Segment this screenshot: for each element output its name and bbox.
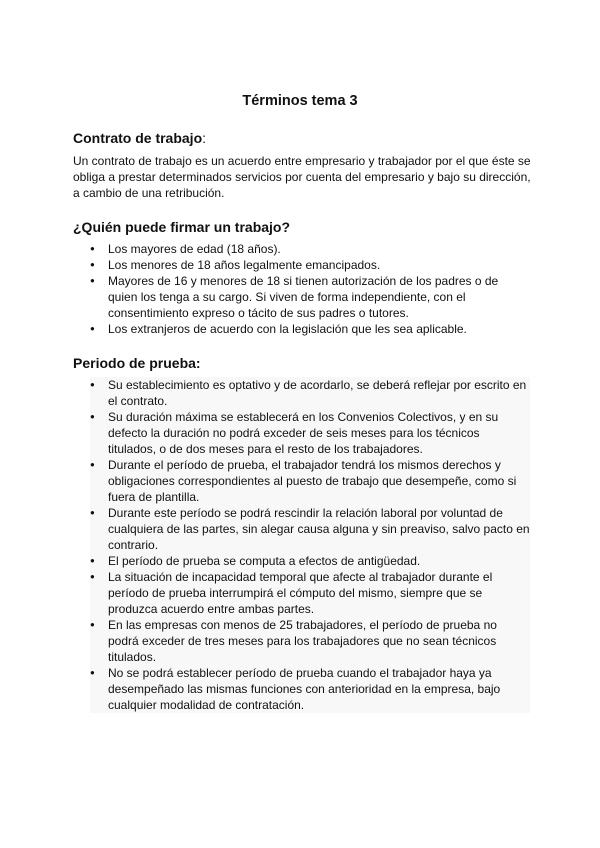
list-item: ● Su duración máxima se establecerá en los Convenios Colectivos, y en su defecto la duración no podrá exceder de seis meses para los técnicos titulados, o de dos meses para el resto de los trabajadores. xyxy=(90,409,530,457)
list-item: ● Durante este período se podrá rescindir la relación laboral por voluntad de cualquiera de las partes, sin alegar causa alguna y sin preaviso, salvo pacto en contrario. xyxy=(90,505,530,553)
list-item: ● Mayores de 16 y menores de 18 si tienen autorización de los padres o de quien los tenga a su cargo. Si viven de forma independiente, con el consentimiento expreso o tácito de sus padres o tutores. xyxy=(90,273,530,321)
quien-puede-firmar-list xyxy=(90,241,530,337)
list-item: ● No se podrá establecer período de prueba cuando el trabajador haya ya desempeñado las mismas funciones con anterioridad en la empresa, bajo cualquier modalidad de contratación. xyxy=(90,665,530,713)
list-item: ● Su establecimiento es optativo y de acordarlo, se deberá reflejar por escrito en el contrato. xyxy=(90,377,530,409)
list-item: ● Los extranjeros de acuerdo con la legislación que les sea aplicable. xyxy=(90,321,530,337)
document-title: Términos tema 3 xyxy=(242,93,358,109)
section-heading-quien-puede-firmar: ¿Quién puede firmar un trabajo? xyxy=(73,219,291,235)
list-item: ● Durante el período de prueba, el trabajador tendrá los mismos derechos y obligaciones correspondientes al puesto de trabajo que desempeñe, como si fuera de plantilla. xyxy=(90,457,530,505)
list-item: ● La situación de incapacidad temporal que afecte al trabajador durante el período de prueba interrumpirá el cómputo del mismo, siempre que se produzca acuerdo entre ambas partes. xyxy=(90,569,530,617)
periodo-de-prueba-list xyxy=(90,377,530,713)
list-item: ● Los menores de 18 años legalmente emancipados. xyxy=(90,257,530,273)
list-item: ● Los mayores de edad (18 años). xyxy=(90,241,530,257)
list-item: ● En las empresas con menos de 25 trabajadores, el período de prueba no podrá exceder de tres meses para los trabajadores que no sean técnicos titulados. xyxy=(90,617,530,665)
section-heading-periodo-de-prueba: Periodo de prueba: xyxy=(73,355,201,371)
list-item: ● El período de prueba se computa a efectos de antigüedad. xyxy=(90,553,530,569)
contrato-definition-paragraph: Un contrato de trabajo es un acuerdo entre empresario y trabajador por el que éste se obliga a prestar determinados servicios por cuenta del empresario y bajo su dirección, a cambio de una retribución. xyxy=(73,154,531,200)
section-heading-colon: : xyxy=(202,130,207,146)
section-heading-text: Contrato de trabajo xyxy=(73,130,203,146)
section-heading-contrato xyxy=(73,130,206,146)
